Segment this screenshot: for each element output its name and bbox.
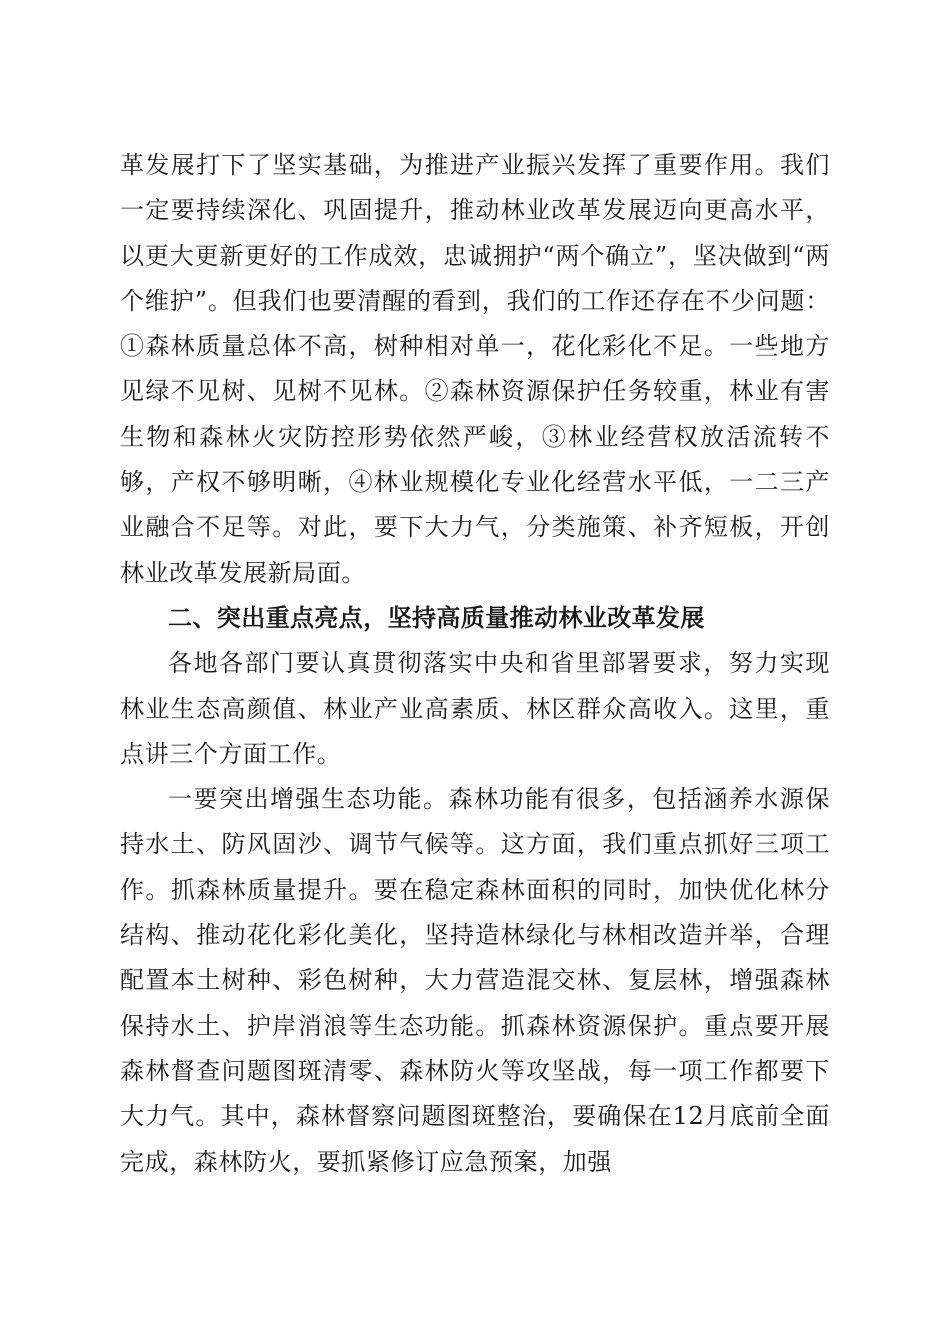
section-heading: 二、突出重点亮点，坚持高质量推动林业改革发展: [168, 603, 705, 632]
document-body: [120, 143, 830, 1185]
paragraph-continuation: 革发展打下了坚实基础，为推进产业振兴发挥了重要作用。我们一定要持续深化、巩固提升，推动林业改革发展迈向更高水平，以更大更新更好的工作成效，忠诚拥护“两个确立”，坚决做到“两个维护”。但我们也要清醒的看到，我们的工作还存在不少问题：①森林质量总体不高，树种相对单一，花化彩化不足。一些地方见绿不见树、见树不见林。②森林资源保护任务较重，林业有害生物和森林火灾防控形势依然严峻，③林业经营权放活流转不够，产权不够明晰，④林业规模化专业化经营水平低，一二三产业融合不足等。对此，要下大力气，分类施策、补齐短板，开创林业改革发展新局面。: [120, 151, 830, 587]
paragraph-ecology: 一要突出增强生态功能。森林功能有很多，包括涵养水源保持水土、防风固沙、调节气候等。这方面，我们重点抓好三项工作。抓森林质量提升。要在稳定森林面积的同时，加快优化林分结构、推动花化彩化美化，坚持造林绿化与林相改造并举，合理配置本土树种、彩色树种，大力营造混交林、复层林，增强森林保持水土、护岸消浪等生态功能。抓森林资源保护。重点要开展森林督查问题图斑清零、森林防火等攻坚战，每一项工作都要下大力气。其中，森林督察问题图斑整治，要确保在12月底前全面完成，森林防火，要抓紧修订应急预案，加强: [120, 785, 830, 1176]
paragraph-intro: 各地各部门要认真贯彻落实中央和省里部署要求，努力实现林业生态高颜值、林业产业高素质、林区群众高收入。这里，重点讲三个方面工作。: [120, 649, 830, 768]
